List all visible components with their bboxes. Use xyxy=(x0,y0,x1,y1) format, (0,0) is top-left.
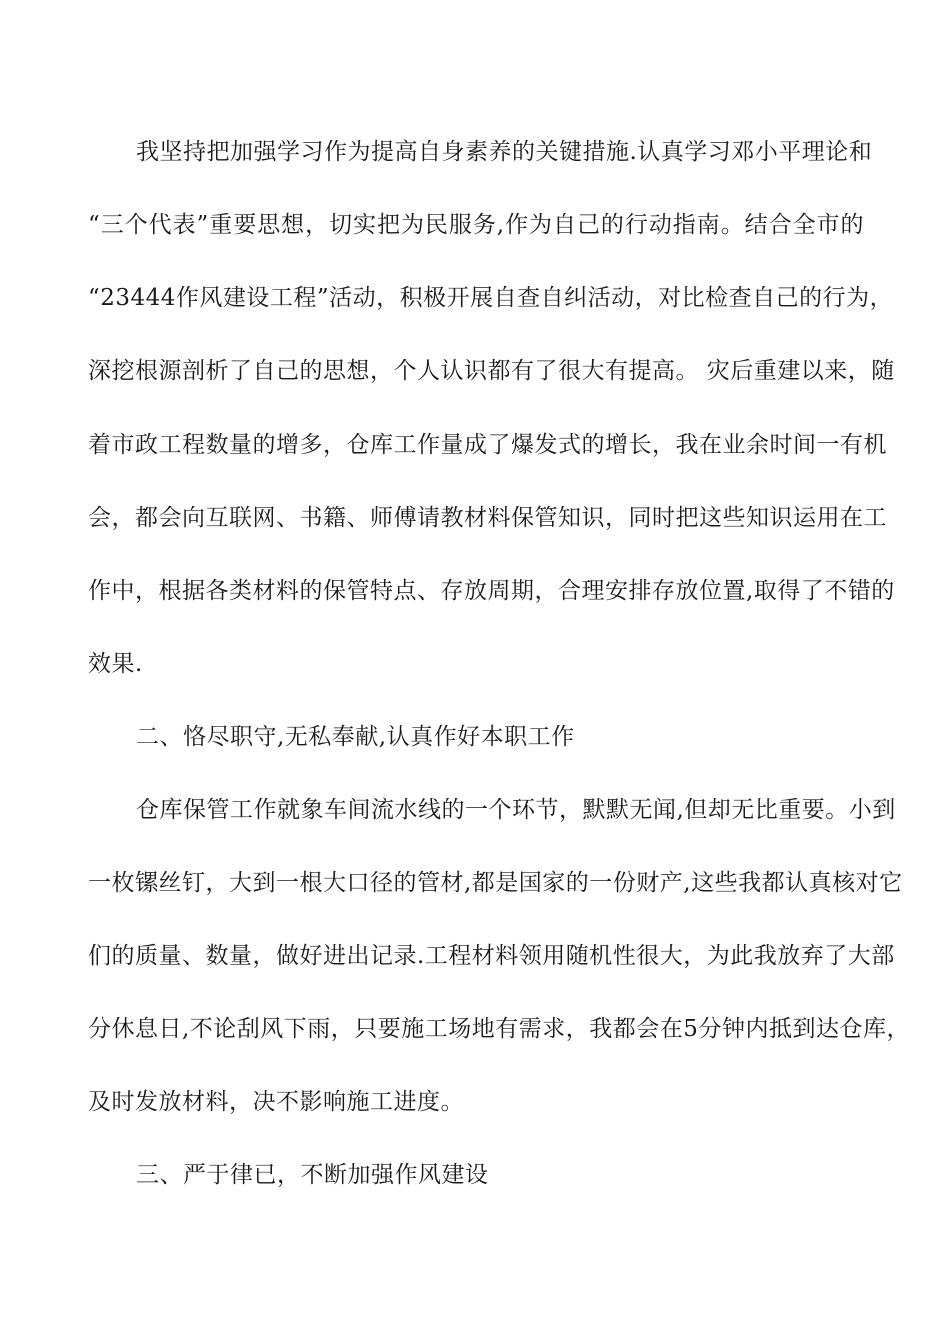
paragraph-line: 会，都会向互联网、书籍、师傅请教材料保管知识，同时把这些知识运用在工 xyxy=(88,505,887,531)
paragraph-line: 作中，根据各类材料的保管特点、存放周期，合理安排存放位置,取得了不错的 xyxy=(88,578,895,604)
paragraph-line: 们的质量、数量，做好进出记录.工程材料领用随机性很大，为此我放弃了大部 xyxy=(88,943,895,969)
paragraph-line: “23444作风建设工程”活动，积极开展自查自纠活动，对比检查自己的行为， xyxy=(88,285,894,311)
paragraph-line: “三个代表”重要思想，切实把为民服务,作为自己的行动指南。结合全市的 xyxy=(88,212,864,238)
paragraph-line: 仓库保管工作就象车间流水线的一个环节，默默无闻,但却无比重要。小到 xyxy=(136,797,896,823)
section-heading: 二、恪尽职守,无私奉献,认真作好本职工作 xyxy=(136,724,575,750)
paragraph-line: 着市政工程数量的增多，仓库工作量成了爆发式的增长，我在业余时间一有机 xyxy=(88,432,887,458)
paragraph-line: 分休息日,不论刮风下雨，只要施工场地有需求，我都会在5分钟内抵到达仓库， xyxy=(88,1016,910,1042)
paragraph-line: 及时发放材料，决不影响施工进度。 xyxy=(88,1089,464,1115)
paragraph-line: 效果. xyxy=(88,651,143,677)
section-heading: 三、严于律已，不断加强作风建设 xyxy=(136,1162,489,1188)
paragraph-line: 深挖根源剖析了自己的思想，个人认识都有了很大有提高。 灾后重建以来，随 xyxy=(88,358,895,384)
paragraph-line: 我坚持把加强学习作为提高自身素养的关键措施.认真学习邓小平理论和 xyxy=(136,139,873,165)
paragraph-line: 一枚镙丝钉，大到一根大口径的管材,都是国家的一份财产,这些我都认真核对它 xyxy=(88,870,903,896)
